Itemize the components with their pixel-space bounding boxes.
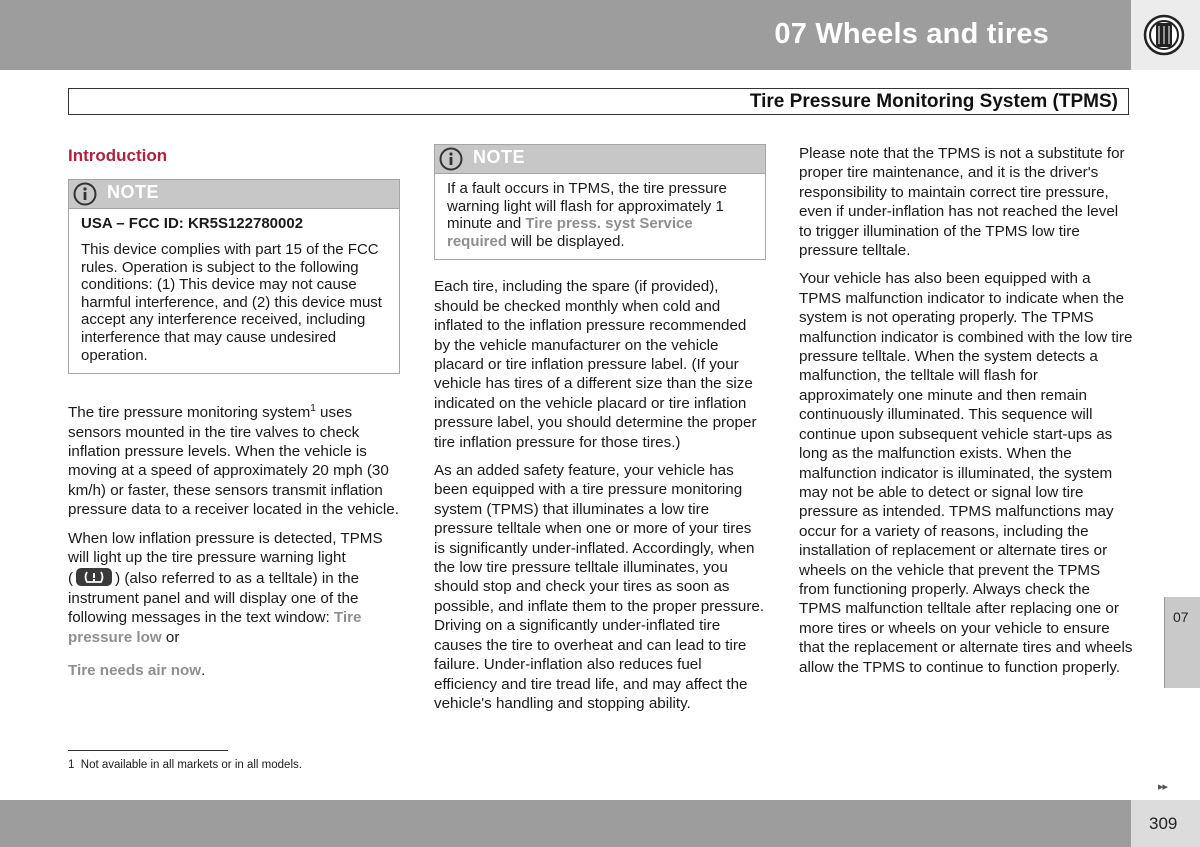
text-span: If a fault occurs in TPMS, the tire pressure warning light will flash for approximately 1 minute and	[447, 180, 727, 233]
fault-note-box	[434, 144, 766, 260]
note-label: NOTE	[473, 147, 526, 167]
note-body	[69, 209, 399, 373]
footnote-marker: 1	[68, 759, 75, 771]
text-span: will be displayed.	[507, 232, 625, 250]
page-number-box	[1131, 800, 1200, 847]
page-number: 309	[1149, 814, 1178, 833]
note-header	[69, 180, 399, 209]
tire-pressure-warning-icon	[73, 567, 115, 587]
paragraph	[68, 529, 400, 647]
introduction-heading: Introduction	[68, 146, 168, 165]
info-icon	[72, 182, 98, 206]
text-span: or	[161, 628, 180, 646]
note-header	[435, 145, 765, 174]
continue-arrows-icon: ▸▸	[1158, 781, 1168, 793]
footnote	[68, 759, 302, 771]
info-icon	[438, 147, 464, 171]
text-span: .	[201, 662, 206, 680]
fcc-id: USA – FCC ID: KR5S122780002	[81, 215, 304, 233]
chapter-side-tab	[1164, 597, 1200, 688]
footnote-text: Not available in all markets or in all models.	[80, 759, 302, 771]
column-2	[434, 144, 766, 722]
footnote-ref: 1	[310, 403, 316, 415]
footnote-divider	[68, 750, 228, 751]
tire-icon	[1143, 14, 1185, 56]
text-span: ) (also referred to as a telltale) in the instrument panel and will display one of the following messages in the text window:	[68, 570, 360, 627]
section-title: Tire Pressure Monitoring System (TPMS)	[749, 91, 1118, 112]
telltale-glyph	[76, 568, 112, 586]
fcc-note-box	[68, 179, 400, 374]
column-3	[799, 144, 1133, 686]
text-span: uses sensors mounted in the tire valves to check inflation pressure levels. When the vehicle is moving at a speed of approximately 20 mph (30 km/h) or faster, these sensors transmit inflation pressure data to a receiver located in the vehicle.	[68, 404, 399, 519]
telltale-inner	[76, 568, 112, 586]
chapter-title: 07 Wheels and tires	[774, 18, 1049, 50]
header-bar	[0, 0, 1131, 70]
paragraph	[68, 399, 400, 520]
paragraph: Each tire, including the spare (if provided), should be checked monthly when cold and inflated to the inflation pressure recommended by the vehicle manufacturer on the vehicle placard or tire inflation pressure label. (If your vehicle has tires of a different size than the size indicated on the vehicle placard or tire inflation pressure label, you should determine the proper tire inflation pressure for those tires.)	[434, 278, 757, 451]
paragraph	[68, 661, 400, 680]
note-body	[435, 174, 765, 259]
message-tire-needs-air: Tire needs air now	[68, 662, 202, 680]
message-tire-pressure-low: Tire pressure low	[68, 609, 362, 646]
paragraph: As an added safety feature, your vehicle has been equipped with a tire pressure monitoring system (TPMS) that illuminates a low tire pressure telltale when one or more of your tires is significantly under-inflated. Accordingly, when the low tire pressure telltale illuminates, you should stop and check your tires as soon as possible, and inflate them to the proper pressure. Driving on a significantly under-inflated tire causes the tire to overheat and can lead to tire failure. Under-inflation also reduces fuel efficiency and tire tread life, and may affect the vehicle's handling and stopping ability.	[434, 462, 765, 712]
note-label: NOTE	[107, 182, 160, 203]
paragraph: Your vehicle has also been equipped with a TPMS malfunction indicator to indicate when the system is not operating properly. The TPMS malfunction indicator is combined with the low tire pressure telltale. When the system detects a malfunction, the telltale will flash for approximately one minute and then remain continuously illuminated. This sequence will continue upon subsequent vehicle start-ups as long as the malfunction exists. When the malfunction indicator is illuminated, the system may not be able to detect or signal low tire pressure as intended. TPMS malfunctions may occur for a variety of reasons, including the installation of replacement or alternate tires or wheels on the vehicle that prevent the TPMS from functioning properly. Always check the TPMS malfunction telltale after replacing one or more tires or wheels on your vehicle to ensure that the replacement or alternate tires and wheels allow the TPMS to continue to function properly.	[799, 270, 1133, 676]
section-header	[68, 88, 1129, 115]
text-span: The tire pressure monitoring system	[68, 404, 311, 422]
message-service-required: Tire press. syst Service required	[447, 215, 693, 250]
footer-bar	[0, 800, 1131, 847]
column-1	[68, 144, 400, 690]
side-tab-label: 07	[1173, 609, 1189, 625]
chapter-icon-box	[1131, 0, 1200, 70]
paragraph: Please note that the TPMS is not a substitute for proper tire maintenance, and it is the driver's responsibility to maintain correct tire pressure, even if under-inflation has not reached the level to trigger illumination of the TPMS low tire pressure telltale.	[799, 145, 1125, 260]
text-span: When low inflation pressure is detected, TPMS will light up the tire pressure warning light	[68, 529, 383, 567]
paren-open: (	[68, 570, 74, 588]
fcc-note-text: This device complies with part 15 of the FCC rules. Operation is subject to the following conditions: (1) This device may not cause harmful interference, and (2) this device must accept any interference received, including interference that may cause undesired operation.	[81, 241, 382, 364]
